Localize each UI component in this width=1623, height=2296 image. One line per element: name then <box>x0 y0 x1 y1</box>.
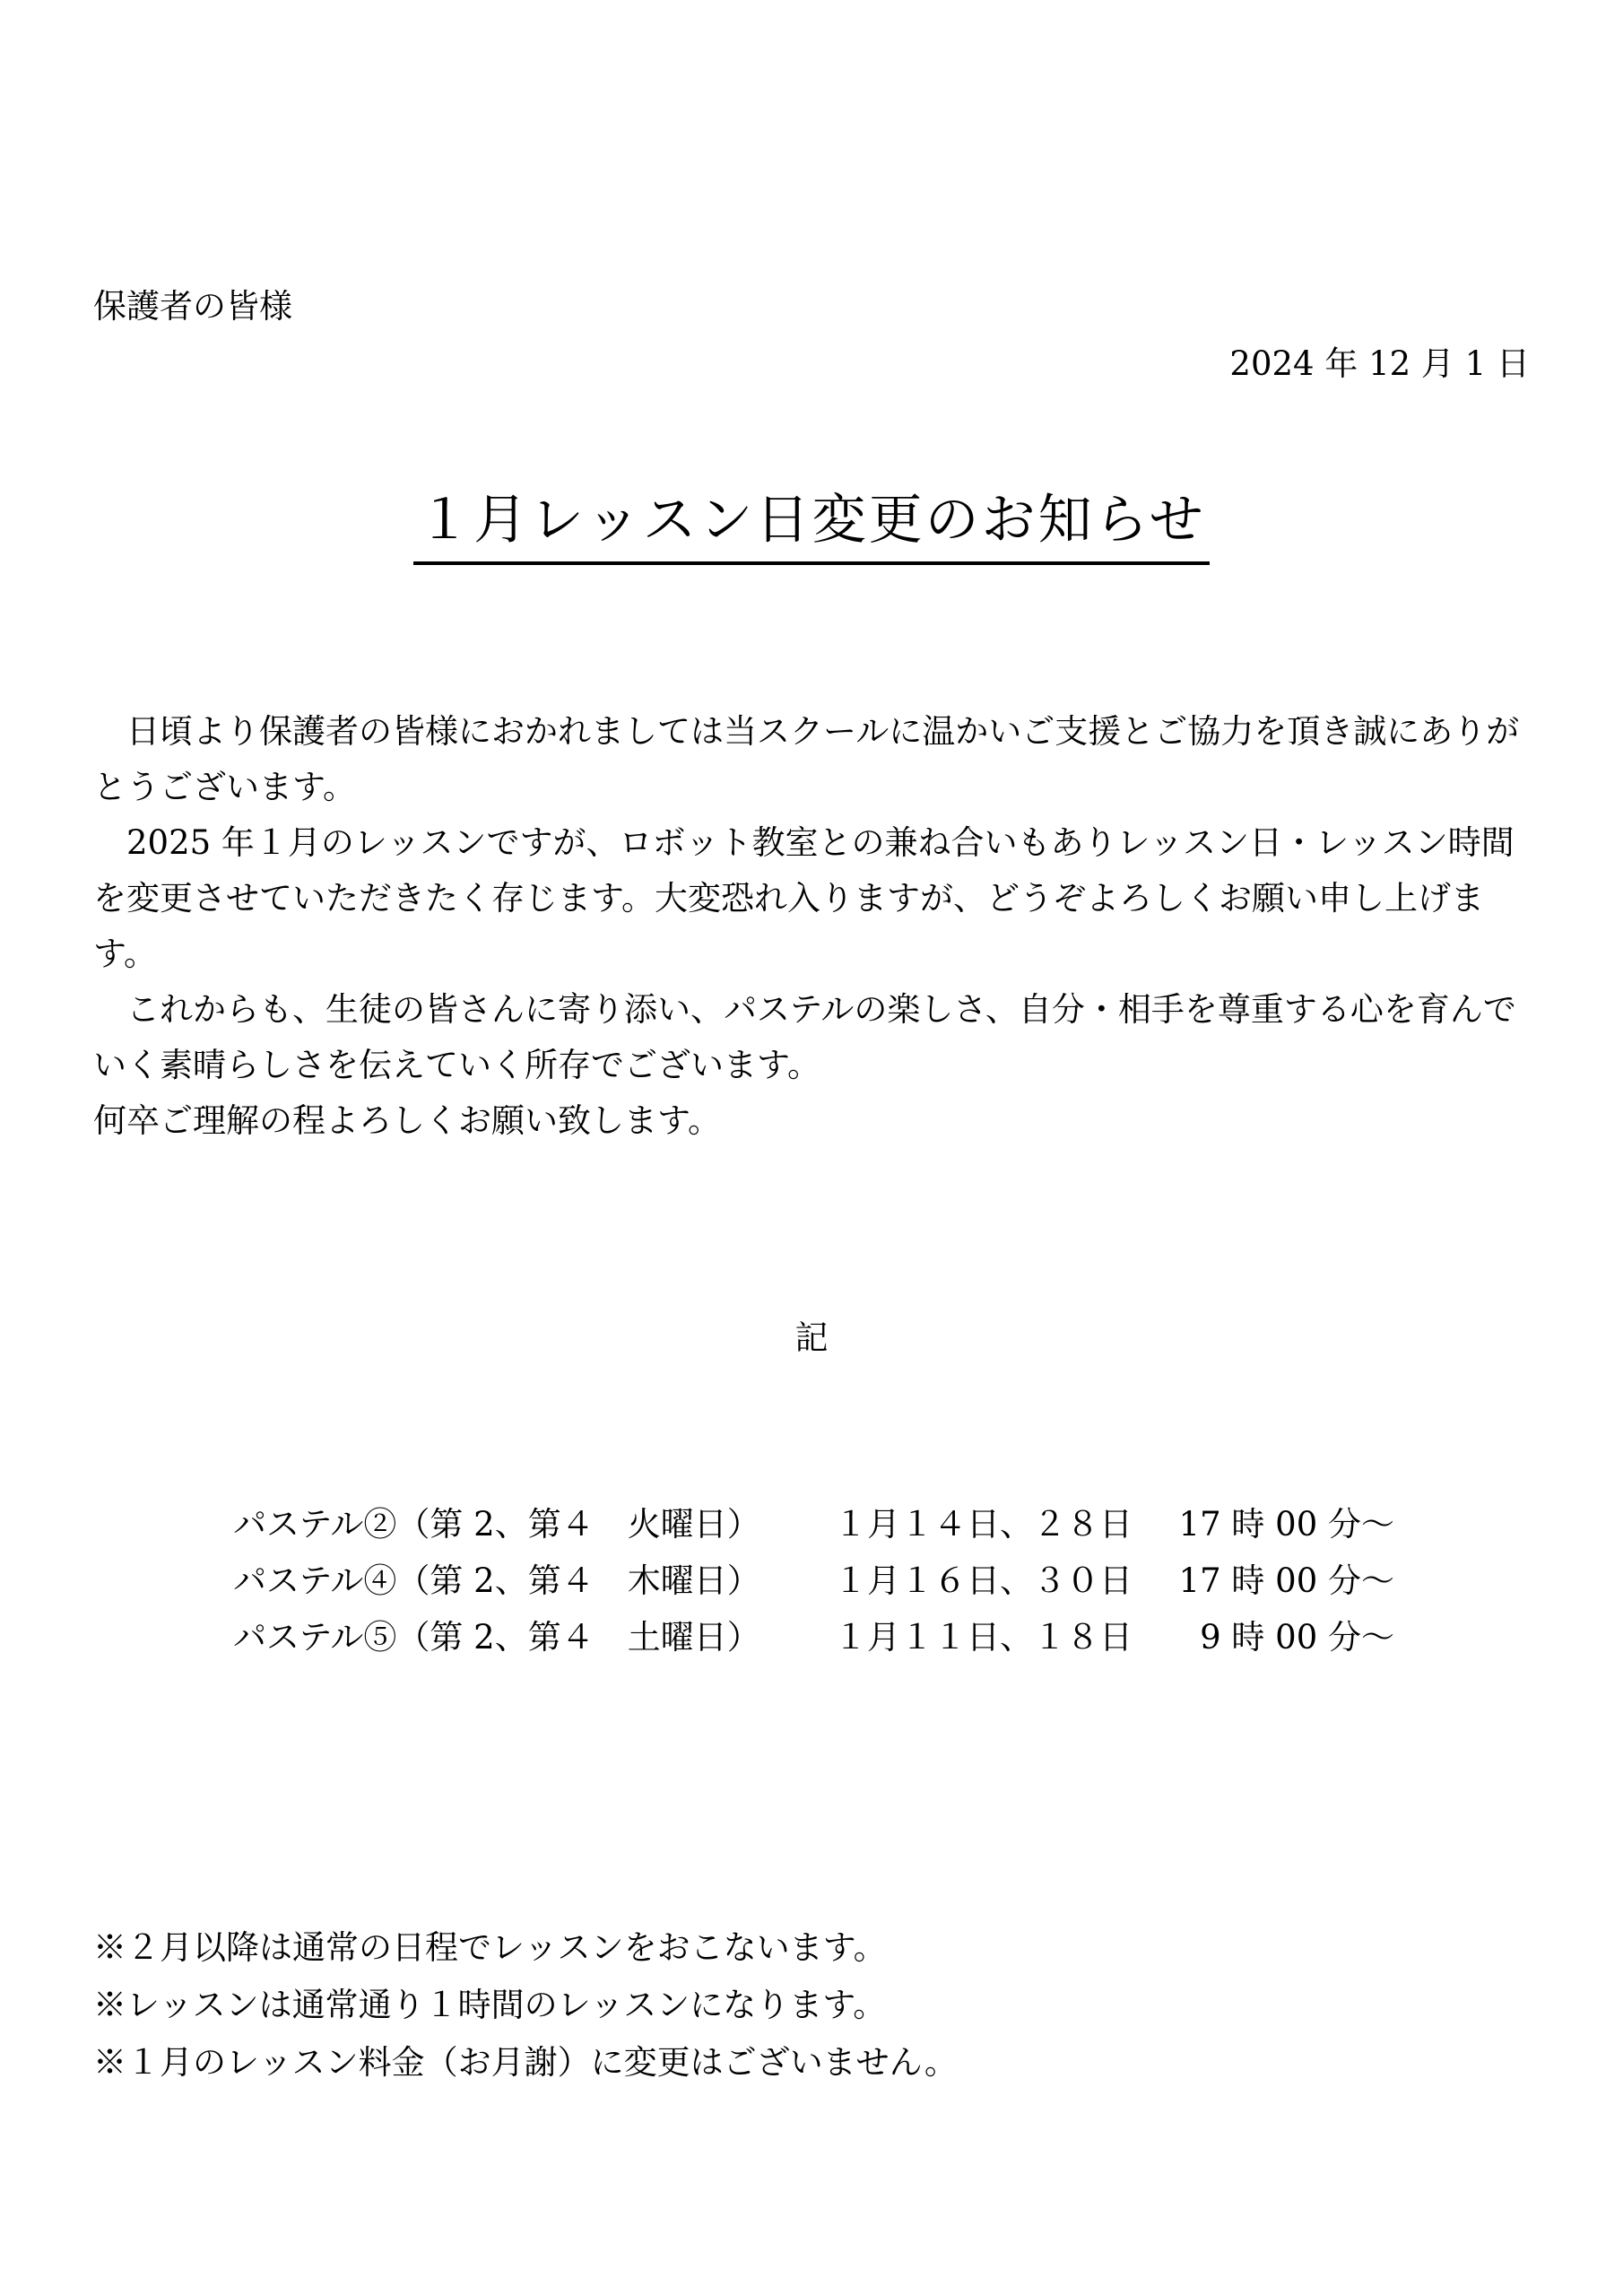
body-paragraph-change: 2025 年１月のレッスンですが、ロボット教室との兼ね合いもありレッスン日・レッスン時間を変更させていただきたく存じます。大変恐れ入りますが、どうぞよろしくお願い申し上げます。 <box>93 823 1515 973</box>
schedule-class: パステル④（第 2、第４ 木曜日） <box>233 1561 760 1600</box>
schedule-time: 17 時 00 分～ <box>1178 1561 1394 1600</box>
note-item: ※２月以降は通常の日程でレッスンをおこないます。 <box>93 1928 887 1967</box>
schedule-time: 9 時 00 分～ <box>1200 1618 1394 1657</box>
schedule-row <box>233 1609 1394 1665</box>
schedule-dates: １月１４日、２８日 <box>834 1505 1133 1544</box>
schedule-row <box>233 1496 1394 1552</box>
schedule-row <box>233 1552 1394 1609</box>
note-item: ※レッスンは通常通り１時間のレッスンになります。 <box>93 1986 887 2024</box>
ki-heading: 記 <box>794 1318 829 1357</box>
page-title: １月レッスン日変更のお知らせ <box>413 484 1210 565</box>
note-item: ※１月のレッスン料金（お月謝）に変更はございません。 <box>93 2043 958 2082</box>
body-paragraph-greeting: 日頃より保護者の皆様におかれましては当スクールに温かいご支援とご協力を頂き誠にありがとうございます。 <box>93 712 1520 806</box>
schedule-class: パステル②（第 2、第４ 火曜日） <box>233 1505 760 1544</box>
notice-date: 2024 年 12 月 1 日 <box>1229 344 1530 383</box>
body-text <box>93 704 1537 1149</box>
schedule-list <box>233 1496 1394 1665</box>
notes-list <box>93 1919 958 2092</box>
schedule-dates: １月１６日、３０日 <box>834 1561 1133 1600</box>
schedule-time: 17 時 00 分～ <box>1178 1505 1394 1544</box>
schedule-class: パステル⑤（第 2、第４ 土曜日） <box>233 1618 760 1657</box>
recipient: 保護者の皆様 <box>93 287 292 326</box>
title-wrapper <box>0 484 1623 565</box>
body-paragraph-closing: 何卒ご理解の程よろしくお願い致します。 <box>93 1101 722 1140</box>
schedule-dates: １月１１日、１８日 <box>834 1618 1133 1657</box>
body-paragraph-commitment: これからも、生徒の皆さんに寄り添い、パステルの楽しさ、自分・相手を尊重する心を育んでいく素晴らしさを伝えていく所存でございます。 <box>93 990 1516 1084</box>
